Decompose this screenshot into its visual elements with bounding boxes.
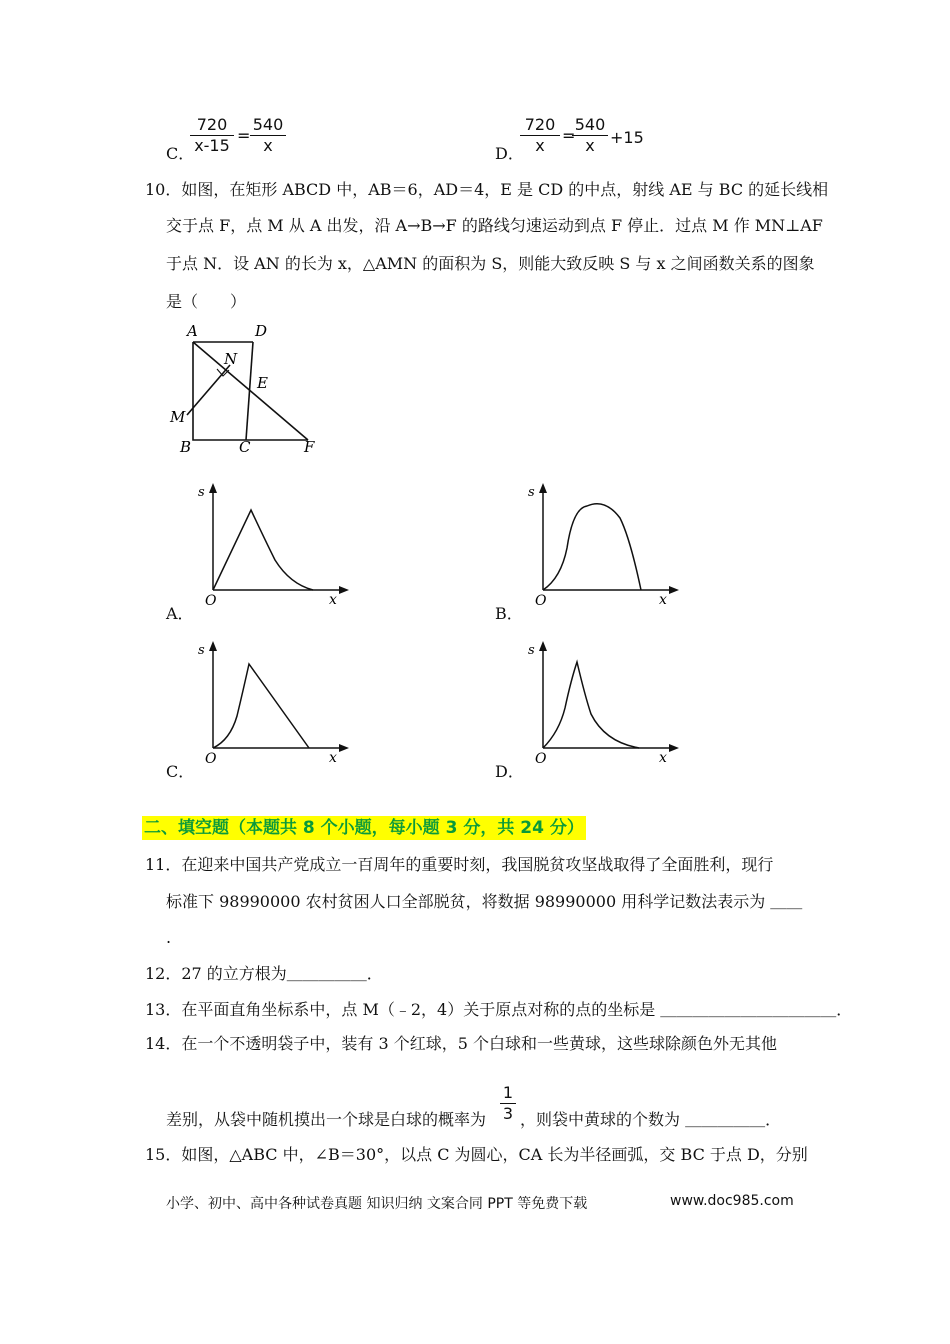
q10-line-2: 交于点 F，点 M 从 A 出发，沿 A→B→F 的路线匀速运动到点 F 停止．过点 M 作 MN⊥AF bbox=[166, 216, 823, 235]
axis-y-label: s bbox=[528, 485, 535, 500]
q11-line-3: . bbox=[166, 928, 172, 947]
origin-label: O bbox=[535, 751, 547, 766]
section-heading: 二、填空题（本题共 8 个小题，每小题 3 分，共 24 分） bbox=[144, 818, 584, 838]
rectangle-figure bbox=[160, 320, 330, 460]
axis-x-label: x bbox=[659, 592, 667, 608]
q10-line-4: 是（ ） bbox=[166, 292, 247, 311]
footer-url: www.doc985.com bbox=[670, 1193, 794, 1209]
q14-line-2b: ，则袋中黄球的个数为 ＿＿＿＿＿． bbox=[520, 1110, 782, 1129]
graph-option-a bbox=[195, 478, 355, 608]
probability-fraction: 1 3 bbox=[500, 1084, 516, 1123]
equals-sign: = bbox=[237, 126, 251, 145]
option-d-label: D． bbox=[495, 144, 524, 163]
plus-fifteen: +15 bbox=[610, 128, 644, 147]
question-15: 15．如图，△ABC 中，∠B＝30°，以点 C 为圆心，CA 长为半径画弧，交 BC 于点 D，分别 bbox=[145, 1145, 808, 1164]
fraction-right: 540 x bbox=[250, 116, 286, 155]
label-F: F bbox=[304, 438, 315, 456]
q10-line-1: 10．如图，在矩形 ABCD 中，AB＝6，AD＝4，E 是 CD 的中点，射线 AE 与 BC 的延长线相 bbox=[145, 180, 829, 199]
q14-line-2a: 差别，从袋中随机摸出一个球是白球的概率为 bbox=[166, 1110, 487, 1129]
fraction-left: 720 x-15 bbox=[190, 116, 234, 155]
graph-option-d bbox=[525, 636, 685, 766]
option-c-label: C． bbox=[166, 144, 195, 163]
axis-y-label: s bbox=[198, 643, 205, 658]
label-N: N bbox=[224, 350, 238, 368]
origin-label: O bbox=[535, 593, 547, 608]
graph-option-b bbox=[525, 478, 685, 608]
fraction-left: 720 x bbox=[520, 116, 560, 155]
q11-line-2: 标准下 98990000 农村贫困人口全部脱贫，将数据 98990000 用科学记数法表示为 ＿＿ bbox=[166, 892, 803, 911]
axis-x-label: x bbox=[329, 750, 337, 766]
axis-y-label: s bbox=[198, 485, 205, 500]
label-A: A bbox=[187, 322, 198, 340]
label-E: E bbox=[257, 374, 268, 392]
axis-x-label: x bbox=[659, 750, 667, 766]
q10-line-3: 于点 N．设 AN 的长为 x，△AMN 的面积为 S，则能大致反映 S 与 x 之间函数关系的图象 bbox=[166, 254, 815, 273]
graph-option-c bbox=[195, 636, 355, 766]
label-B: B bbox=[180, 438, 192, 456]
graph-c-label: C． bbox=[166, 762, 195, 781]
equals-sign: = bbox=[562, 126, 576, 145]
label-D: D bbox=[255, 322, 268, 340]
footer-text: 小学、初中、高中各种试卷真题 知识归纳 文案合同 PPT 等免费下载 bbox=[166, 1196, 588, 1212]
q14-line-1: 14．在一个不透明袋子中，装有 3 个红球，5 个白球和一些黄球，这些球除颜色外无其他 bbox=[145, 1034, 777, 1053]
question-13: 13．在平面直角坐标系中，点 M（﹣2，4）关于原点对称的点的坐标是 ＿＿＿＿＿＿＿＿＿＿＿． bbox=[145, 1000, 853, 1019]
graph-b-label: B． bbox=[495, 604, 523, 623]
label-M: M bbox=[170, 408, 186, 426]
fraction-right: 540 x bbox=[572, 116, 608, 155]
origin-label: O bbox=[205, 751, 217, 766]
origin-label: O bbox=[205, 593, 217, 608]
graph-d-label: D． bbox=[495, 762, 524, 781]
axis-y-label: s bbox=[528, 643, 535, 658]
axis-x-label: x bbox=[329, 592, 337, 608]
graph-a-label: A． bbox=[166, 604, 194, 623]
q11-line-1: 11．在迎来中国共产党成立一百周年的重要时刻，我国脱贫攻坚战取得了全面胜利，现行 bbox=[145, 855, 774, 874]
question-12: 12．27 的立方根为＿＿＿＿＿． bbox=[145, 964, 383, 983]
label-C: C bbox=[239, 438, 251, 456]
